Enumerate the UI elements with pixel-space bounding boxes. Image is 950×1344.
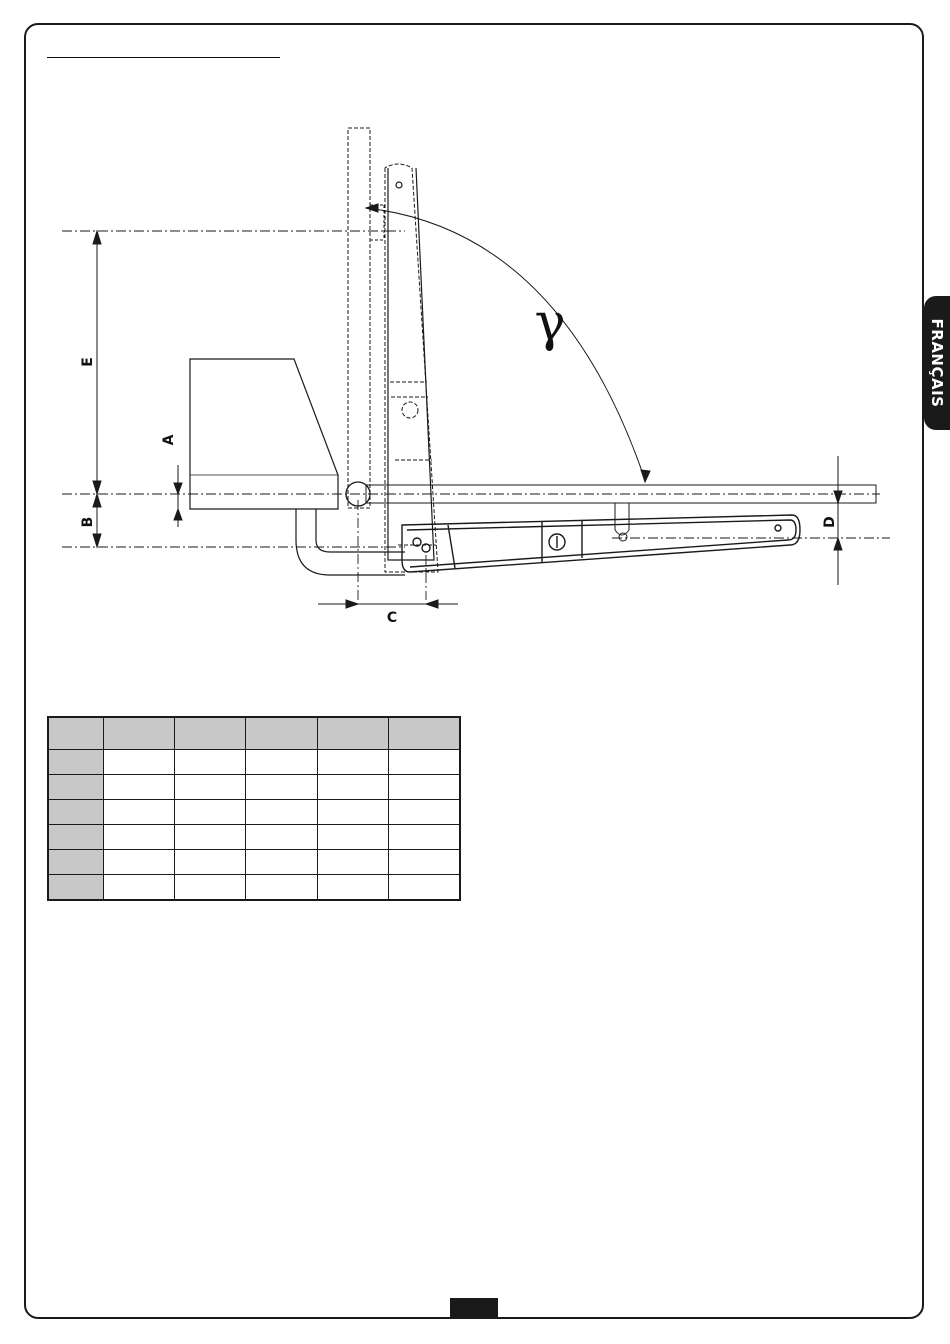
dimension-label-b: B (80, 516, 96, 528)
table-cell (389, 800, 460, 825)
table-cell (317, 800, 388, 825)
table-cell (174, 850, 245, 875)
table-header-cell (246, 717, 317, 750)
table-cell (317, 825, 388, 850)
table-header-cell (48, 717, 103, 750)
dimension-table (47, 716, 461, 901)
table-header-cell (174, 717, 245, 750)
table-header-cell (103, 717, 174, 750)
table-header-cell (389, 717, 460, 750)
motor-housing (190, 359, 338, 509)
table-cell (246, 825, 317, 850)
table-cell (103, 850, 174, 875)
table-row-header (48, 800, 103, 825)
dimension-label-c: C (386, 610, 398, 626)
table-row (48, 800, 460, 825)
opening-angle-arc (366, 208, 645, 480)
table-cell (317, 750, 388, 775)
table-row-header (48, 875, 103, 901)
table-cell (103, 825, 174, 850)
table-row (48, 825, 460, 850)
table-cell (246, 875, 317, 901)
table-cell (317, 775, 388, 800)
table-row (48, 850, 460, 875)
table-cell (174, 875, 245, 901)
table-cell (317, 850, 388, 875)
table-header-cell (317, 717, 388, 750)
gate-leaf-closed (348, 128, 370, 508)
table-cell (174, 750, 245, 775)
page-number-box (450, 1298, 498, 1319)
table-cell (246, 800, 317, 825)
mounting-bracket (296, 509, 405, 575)
dimension-label-a: A (161, 434, 177, 446)
table-row (48, 775, 460, 800)
table-cell (246, 775, 317, 800)
table-row-header (48, 775, 103, 800)
table-cell (174, 775, 245, 800)
table-row-header (48, 750, 103, 775)
arm-open-position (402, 515, 800, 572)
table-cell (103, 775, 174, 800)
arm-closed-position (385, 164, 438, 572)
table-row (48, 750, 460, 775)
table-cell (103, 875, 174, 901)
language-tab-label: FRANÇAIS (928, 318, 946, 408)
table-cell (389, 750, 460, 775)
dimension-label-e: E (80, 357, 96, 367)
table-row (48, 875, 460, 901)
dimension-label-d: D (822, 516, 838, 528)
table-row-header (48, 850, 103, 875)
table-cell (246, 750, 317, 775)
reference-lines (62, 231, 890, 600)
table-cell (389, 825, 460, 850)
table-cell (103, 800, 174, 825)
table-row-header (48, 825, 103, 850)
table-cell (174, 825, 245, 850)
opening-angle-symbol: γ (534, 293, 566, 353)
table-cell (317, 875, 388, 901)
table-cell (389, 875, 460, 901)
table-cell (246, 850, 317, 875)
table-cell (389, 850, 460, 875)
table-cell (174, 800, 245, 825)
table-cell (389, 775, 460, 800)
table-cell (103, 750, 174, 775)
table-header-row (48, 717, 460, 750)
